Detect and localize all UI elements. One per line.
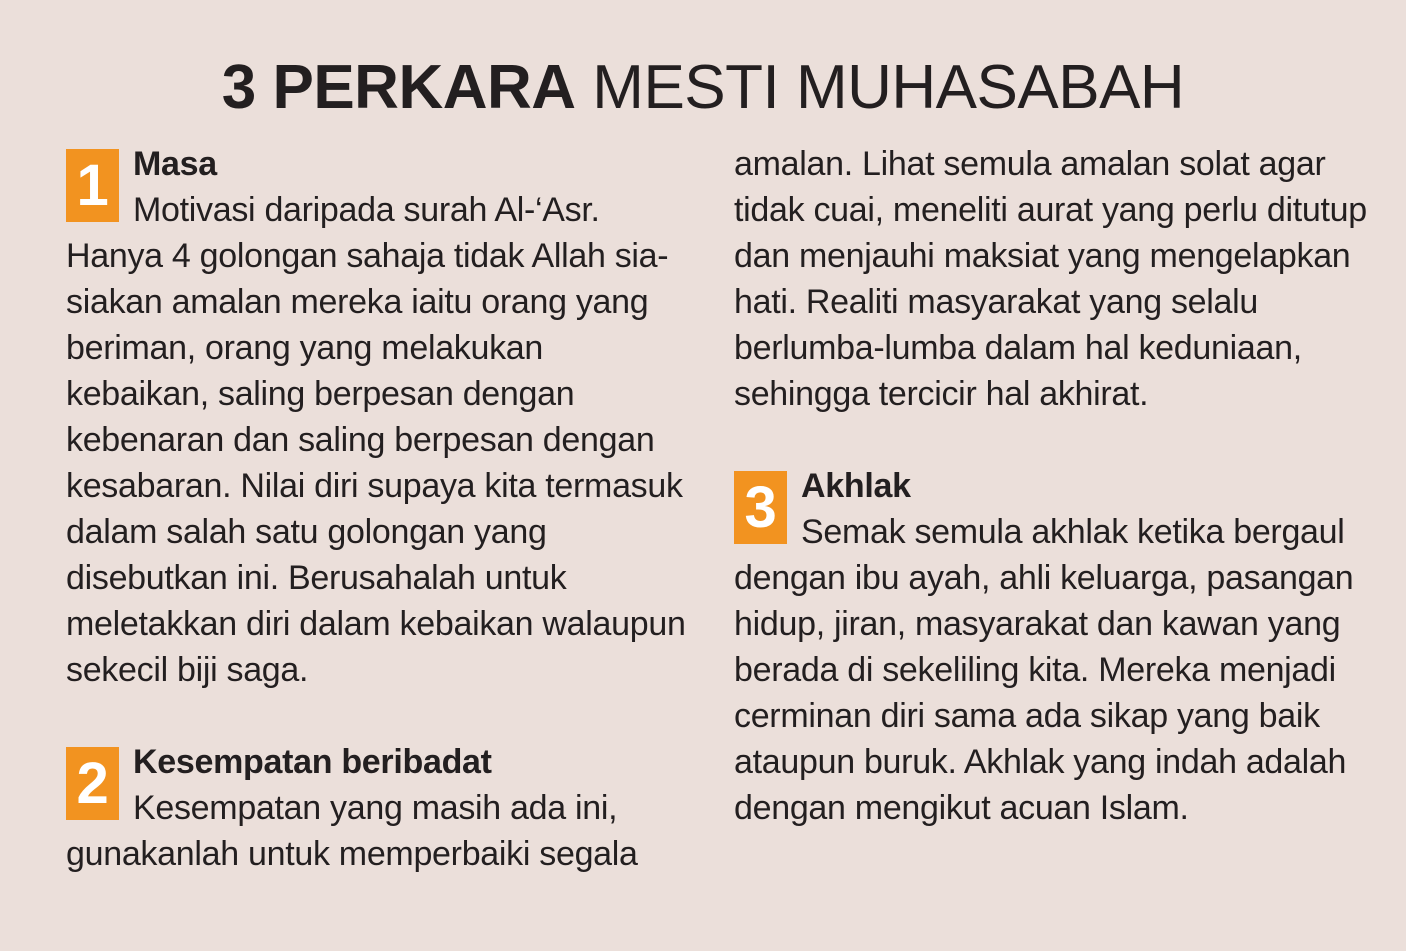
- number-badge-1: 1: [66, 149, 119, 222]
- section-body-masa: Motivasi daripada surah Al-‘Asr. Hanya 4 golongan sahaja tidak Allah sia-siakan amalan mereka iaitu orang yang beriman, orang yang melakukan kebaikan, saling berpesan dengan kebenaran dan saling berpesan dengan kesabaran. Nilai diri supaya kita termasuk dalam salah satu golongan yang disebutkan ini. Berusahalah untuk meletakkan diri dalam kebaikan walaupun sekecil biji saga.: [66, 191, 686, 689]
- section-heading-masa: Masa: [133, 145, 217, 183]
- section-heading-kesempatan: Kesempatan beribadat: [133, 743, 492, 781]
- section-body-kesempatan-continued: amalan. Lihat semula amalan solat agar tidak cuai, meneliti aurat yang perlu ditutup dan menjauhi maksiat yang mengelapkan hati. Realiti masyarakat yang selalu berlumba-lumba dalam hal keduniaan, sehingga tercicir hal akhirat.: [734, 145, 1367, 413]
- right-column: [734, 141, 1374, 831]
- section-masa: [66, 141, 686, 693]
- section-body-kesempatan-start: Kesempatan yang masih ada ini, gunakanlah untuk memperbaiki segala: [66, 789, 638, 873]
- number-badge-3: 3: [734, 471, 787, 544]
- section-body-akhlak: Semak semula akhlak ketika bergaul dengan ibu ayah, ahli keluarga, pasangan hidup, jiran, masyarakat dan kawan yang berada di sekeliling kita. Mereka menjadi cerminan diri sama ada sikap yang baik ataupun buruk. Akhlak yang indah adalah dengan mengikut acuan Islam.: [734, 513, 1354, 827]
- section-heading-akhlak: Akhlak: [801, 467, 911, 505]
- number-badge-2: 2: [66, 747, 119, 820]
- left-column: [66, 141, 686, 877]
- section-kesempatan-continued: [734, 141, 1374, 417]
- section-akhlak: [734, 463, 1374, 831]
- title-strong: 3 PERKARA: [221, 53, 576, 122]
- title-light: MESTI MUHASABAH: [592, 53, 1185, 122]
- page-title: [0, 50, 1406, 126]
- section-kesempatan: [66, 739, 686, 877]
